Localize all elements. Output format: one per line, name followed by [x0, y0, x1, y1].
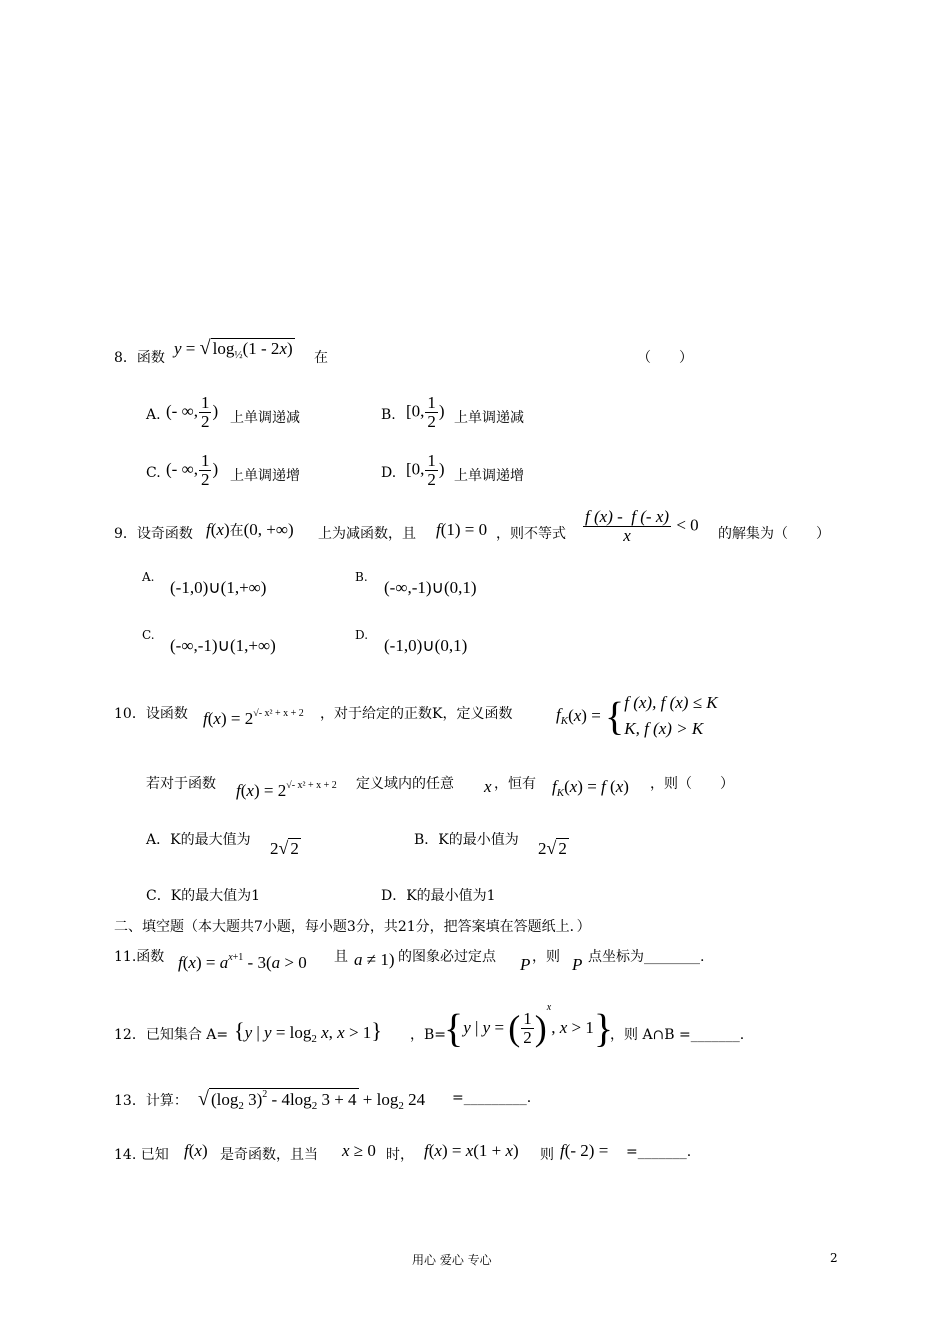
q12-set-b: {y | y = ( $\frac{1}{2}$ )$^x$, x > 1}: [444, 1002, 614, 1051]
q10-option-c: C．K的最大值为1: [146, 888, 261, 904]
q11-point-p-2: P: [572, 955, 583, 974]
q8-option-c-label: C.: [146, 465, 161, 481]
q14-tail: =_______.: [626, 1144, 692, 1160]
q11-tail: 点坐标为________.: [588, 949, 705, 965]
q11-func: $f(x) = a^{x+1} - 3(a > 0$: [178, 952, 307, 972]
q10-option-a: A．K的最大值为: [146, 832, 251, 848]
q11-and: 且: [334, 949, 348, 965]
q14-mid3: 则: [540, 1147, 554, 1163]
section-heading-fill-in: 二、填空题（本大题共7小题，每小题3分，共21分，把答案填在答题纸上．）: [114, 919, 591, 935]
q10-identity: $f_K(x) = f$ (x): [552, 777, 629, 799]
q11-mid2: ，则: [532, 949, 560, 965]
q10-option-a-value: 2√ 2: [270, 838, 299, 858]
q13-tail: =_________.: [452, 1090, 532, 1106]
q10-var-x: x: [484, 777, 492, 796]
q10-line2-c: ，恒有: [494, 776, 536, 792]
q11-stem: 11.函数: [114, 949, 165, 965]
q12-stem: 12．已知集合 A=: [114, 1027, 229, 1043]
q8-answer-paren: （ ）: [637, 350, 693, 366]
q10-line2-d: ，则（ ）: [650, 776, 734, 792]
q8-option-d-interval: [0, $\frac{1}{2}$ ): [406, 451, 445, 489]
q8-option-a-label: A.: [146, 407, 161, 423]
q14-mid1: 是奇函数，且当: [220, 1147, 318, 1163]
q9-option-c-label: C.: [142, 628, 155, 642]
q10-line2-b: 定义域内的任意: [356, 776, 454, 792]
q8-option-d-label: D.: [381, 465, 397, 481]
q10-option-d: D．K的最小值为1: [381, 888, 496, 904]
q10-mid: ，对于给定的正数K，定义函数: [320, 706, 513, 722]
q10-func-2: $f(x) = 2^{√- x^2 + x + 2}$: [236, 780, 337, 800]
q9-tail: 的解集为（ ）: [718, 526, 830, 542]
q9-option-c: (-∞,-1)∪(1,+∞): [170, 636, 276, 655]
q12-set-a: {y | $y = \log_2 x$, x > 1}: [234, 1018, 382, 1045]
q14-mid2: 时，: [386, 1147, 414, 1163]
q9-option-d-label: D.: [355, 628, 369, 642]
q9-func: f(x)在(0, +∞): [206, 520, 294, 539]
q10-piecewise: $f_K(x)$ = { f (x), f (x) ≤ K K, f (x) > K: [556, 693, 718, 739]
q14-stem: 14. 已知: [114, 1147, 169, 1163]
q8-option-d-text: 上单调递增: [454, 468, 524, 484]
q8-option-b-label: B.: [381, 407, 396, 423]
q9-option-a-label: A.: [142, 570, 155, 584]
q9-option-b: (-∞,-1)∪(0,1): [384, 578, 477, 597]
q8-option-a-text: 上单调递减: [230, 410, 300, 426]
q12-mid: ，B=: [410, 1027, 447, 1043]
q9-f1: f(1) = 0: [436, 520, 488, 539]
q9-option-b-label: B.: [355, 570, 368, 584]
q8-suffix: 在: [314, 350, 328, 366]
q9-mid2: ，则不等式: [496, 526, 566, 542]
q8-stem: 8．函数: [114, 350, 165, 366]
q10-line2-a: 若对于函数: [146, 776, 216, 792]
q11-cond: a ≠ 1): [354, 950, 395, 969]
q8-option-c-text: 上单调递增: [230, 468, 300, 484]
q9-option-a: (-1,0)∪(1,+∞): [170, 578, 267, 597]
q9-option-d: (-1,0)∪(0,1): [384, 636, 468, 655]
q10-func: $f(x) = 2^{√- x^2 + x + 2}$: [203, 708, 304, 728]
q11-point-p: P: [520, 955, 531, 974]
q14-func: f(x): [184, 1141, 208, 1160]
q10-stem: 10．设函数: [114, 706, 188, 722]
q11-mid: 的图象必过定点: [398, 949, 496, 965]
footer-motto: 用心 爱心 专心: [412, 1253, 492, 1267]
q9-stem: 9．设奇函数: [114, 526, 193, 542]
q8-option-b-interval: [0, $\frac{1}{2}$ ): [406, 393, 445, 431]
q9-mid1: 上为减函数，且: [318, 526, 416, 542]
q13-stem: 13．计算：: [114, 1093, 188, 1109]
q10-option-b-value: 2√ 2: [538, 838, 567, 858]
q14-eval: f(- 2) =: [560, 1141, 609, 1160]
q8-option-c-interval: (- ∞, $\frac{1}{2}$ ): [166, 451, 219, 489]
q10-option-b: B．K的最小值为: [414, 832, 519, 848]
q9-inequality: $\frac{f (x) - f (- x)}{x}$ < 0: [585, 507, 699, 545]
q14-condition: x ≥ 0: [342, 1141, 376, 1160]
q8-formula: y = √ $\log_{\frac{1}{2}}(1 - 2x)$: [174, 337, 293, 361]
q13-expression: √ ($\log_2$ $3)^2 - 4\log_2$ $3 + 4 + \log_2 24$: [198, 1088, 426, 1112]
q8-option-b-text: 上单调递减: [454, 410, 524, 426]
q14-def: f(x) = x(1 + x): [424, 1141, 519, 1160]
q12-tail: ，则 A∩B =_______.: [610, 1027, 745, 1043]
page-number: 2: [830, 1251, 838, 1265]
q8-option-a-interval: (- ∞, $\frac{1}{2}$ ): [166, 393, 219, 431]
